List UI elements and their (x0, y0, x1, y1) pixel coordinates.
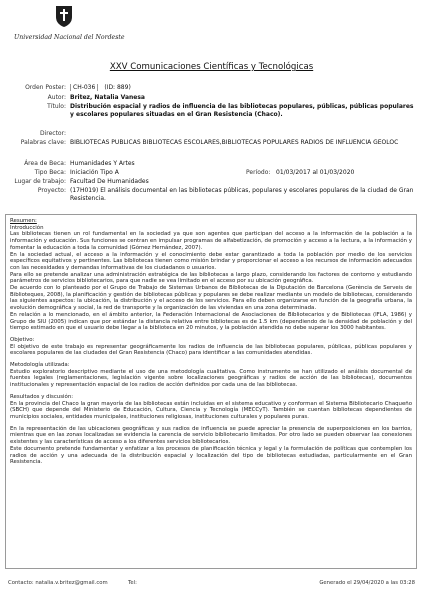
metadata-block (0, 84, 423, 205)
abstract-paragraph: El objetivo de este trabajo es representar geográficamente los radios de influencia de las bibliotecas populares, públicas, públicas populares y escolares populares de las ciudades del Gran Resistencia (Chaco) para identificar a las comunidades atendidas. (10, 343, 412, 357)
abstract-paragraph: En relación a lo mencionado, en el ámbito anterior, la Federación Internacional de Asociaciones de Bibliotecarios y de Bibliotecas (IFLA, 1986) y Grupo de SIU (2005) indican que por estándar la distancia relativa entre bibliotecas es de 1.5 km (dependiendo de la densidad de población y del tiempo estimado en que el usuario debe llegar a la biblioteca en 20 minutos, y la población atendida no debe superar los 3000 habitantes. (10, 311, 412, 332)
abstract-paragraph: En la representación de las ubicaciones geográficas y sus radios de influencia se puede apreciar la presencia de superposiciones en los barrios, mientras que en las zonas localizadas se evidencia la carencia de servicio bibliotecario limitados. Por otro lado se pueden observar las conexiones existentes y las características de acceso a los diferentes servicios bibliotecarios. (10, 425, 412, 446)
footer-contact: Contacto: natalia.v.britez@gmail.com (8, 580, 108, 586)
lugar-label: Lugar de trabajo: (14, 178, 66, 185)
abstract-heading-objetivo: Objetivo: (10, 336, 35, 343)
area-row (0, 160, 423, 169)
poster-code: CH-036 (70, 84, 98, 91)
abstract-heading-introduccion: Introducción (10, 224, 44, 231)
proyecto-row (0, 187, 423, 205)
palabras-clave-label: Palabras clave: (20, 139, 66, 146)
abstract-paragraph: En la provincia del Chaco la gran mayoría de las bibliotecas están incluidas en el sistema educativo y conforman el Sistema Bibliotecario Chaqueño (SBCH) que depende del Ministerio de Educación, Cultura, Ciencia y Tecnología (MECCyT). También se cuentan bibliotecas dependientes de municipios sociales, entidades municipales, instituciones religiosas, instituciones culturales y populares puras. (10, 400, 412, 420)
titulo-label: Título: (47, 103, 66, 110)
autor-value: Britez, Natalia Vanesa (70, 94, 145, 101)
titulo-row (0, 103, 423, 130)
director-label: Director: (39, 130, 66, 137)
proyecto-label: Proyecto: (37, 187, 66, 194)
abstract-paragraph: Las bibliotecas tienen un rol fundamental en la sociedad ya que son agentes que participan del acceso a la información de la población a la información y educación. Sus funciones se centran en impulsar programas de alfabetización, de promoción y acceso a la lectura, a la información y fomentar la educación a toda la comunidad (Gómez Hernández, 2007). (10, 231, 412, 251)
titulo-value: Distribución espacial y radios de influencia de las bibliotecas populares, públicas, públicas populares y escolares populares situadas en el Gran Resistencia (Chaco). (70, 103, 414, 118)
area-label: Área de Beca: (24, 160, 66, 167)
orden-poster-label: Orden Poster: (25, 84, 66, 91)
lugar-value: Facultad De Humanidades (70, 178, 149, 185)
poster-id: (ID: 889) (104, 84, 131, 91)
footer-generated: Generado el 29/04/2020 a las 03:28 (319, 580, 415, 586)
area-value: Humanidades Y Artes (70, 160, 135, 167)
abstract-paragraph: En la sociedad actual, el acceso a la información y el conocimiento debe estar garantizado a toda la población por medio de los servicios específicos equitativos y pertinentes. Las bibliotecas tienen como misión brindar y proporcionar el acceso a los recursos de información adecuados con las necesidades y demandas informativas de los ciudadanos o usuarios. (10, 251, 412, 271)
university-logo (14, 4, 124, 41)
abstract-paragraph: Estudio exploratorio descriptivo mediante el uso de una metodología cualitativa. Como instrumento se han utilizado el análisis documental de fuentes legales (reglamentaciones, legislación vigente sobre localizaciones geográficas y radios de acción de las bibliotecas), documentos institucionales y representación espacial de los radios de acción definidos por cada una de las bibliotecas. (10, 368, 412, 389)
university-seal-icon (54, 4, 74, 28)
palabras-clave-row (0, 139, 423, 160)
abstract-heading-resumen: Resumen: (10, 218, 37, 224)
footer-page: Tel: (128, 580, 137, 586)
abstract-heading-metodologia: Metodología utilizada: (10, 362, 70, 369)
lugar-row (0, 178, 423, 187)
tipo-beca-row (0, 169, 423, 178)
director-row (0, 130, 423, 139)
abstract-heading-resultados: Resultados y discusión: (10, 393, 74, 400)
university-logo-text: Universidad Nacional del Nordeste (14, 34, 125, 41)
orden-poster-row (0, 84, 423, 94)
periodo-label: Período: (246, 169, 271, 176)
abstract-paragraph: De acuerdo con lo planteado por el Grupo de Trabajo de Sistemas Urbanos de Bibliotecas de la Diputación de Barcelona (Gerència de Serveis de Biblioteques, 2008), la planificación y gestión de bibliotecas públicas y populares se debe realizar mediante un modelo de bibliotecas, considerando las siguientes aspectos: la ubicación, la distribución y el acceso de los servicios. Para ello deben organizarse en función de la geografía urbana, la evolución demográfica y social, la red de transporte y la organización de las viviendas en una zona determinada. (10, 285, 412, 312)
autor-label: Autor: (47, 94, 66, 101)
periodo-value: 01/03/2017 al 01/03/2020 (276, 169, 355, 176)
proyecto-value: (17H019) El análisis documental en las bibliotecas públicas, populares y escolares populares de la ciudad de Gran Resistencia. (70, 187, 414, 202)
abstract-paragraph: Para ello se pretende analizar una administración estratégica de las bibliotecas a largo plazo, considerando los factores de contorno y estudiando parámetros de servicios bibliotecarios, para que nadie se vea limitado en el acceso por su ubicación geográfica. (10, 271, 412, 285)
palabras-clave-value: BIBLIOTECAS PÚBLICAS BIBLIOTECAS ESCOLARES,BIBLIOTECAS POPULARES RADIOS DE INFLUENCIA GEOLOC (70, 139, 399, 146)
page-footer (8, 580, 415, 586)
conference-title: XXV Comunicaciones Científicas y Tecnológicas (109, 62, 314, 72)
abstract-paragraph: Este documento pretende fundamentar y enfatizar a los procesos de planificación técnica y legal y la formulación de políticas que contemplen los radios de acción y una adecuada de la distribución espacial y localización del tipo de bibliotecas estudiadas, particularmente en el Gran Resistencia. (10, 445, 412, 466)
abstract-box (5, 214, 417, 569)
autor-row (0, 94, 423, 103)
tipo-beca-label: Tipo Beca: (34, 169, 66, 176)
tipo-beca-value: Iniciación Tipo A (70, 169, 119, 176)
